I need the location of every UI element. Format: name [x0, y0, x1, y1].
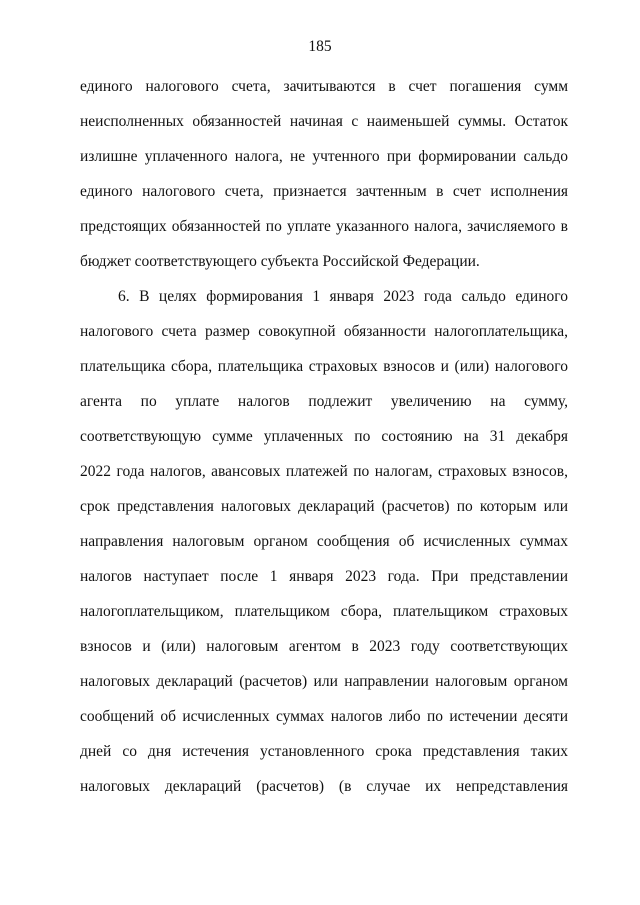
text-line: сообщений об исчисленных суммах налогов либо по истечении десяти	[80, 708, 568, 725]
text-line: излишне уплаченного налога, не учтенного при формировании сальдо	[80, 148, 568, 165]
text-line: взносов и (или) налоговым агентом в 2023 году соответствующих	[80, 638, 568, 655]
text-line: предстоящих обязанностей по уплате указанного налога, зачисляемого в	[80, 218, 568, 235]
text-line: налоговых деклараций (расчетов) или направлении налоговым органом	[80, 673, 568, 690]
text-line: направления налоговым органом сообщения об исчисленных суммах	[80, 533, 568, 550]
text-line: срок представления налоговых деклараций (расчетов) по которым или	[80, 498, 568, 515]
paragraph-first-line: 6. В целях формирования 1 января 2023 года сальдо единого	[118, 288, 568, 305]
text-line: налоговых деклараций (расчетов) (в случае их непредставления	[80, 778, 568, 795]
text-line: единого налогового счета, зачитываются в счет погашения сумм	[80, 78, 568, 95]
text-line: агента по уплате налогов подлежит увеличению на сумму,	[80, 393, 568, 410]
text-line: неисполненных обязанностей начиная с наименьшей суммы. Остаток	[80, 113, 568, 130]
text-line: 2022 года налогов, авансовых платежей по налогам, страховых взносов,	[80, 463, 568, 480]
text-line: дней со дня истечения установленного срока представления таких	[80, 743, 568, 760]
text-line: бюджет соответствующего субъекта Российской Федерации.	[80, 253, 480, 270]
page-number: 185	[308, 38, 332, 55]
text-line: соответствующую сумме уплаченных по состоянию на 31 декабря	[80, 428, 568, 445]
text-line: плательщика сбора, плательщика страховых взносов и (или) налогового	[80, 358, 568, 375]
text-line: налогов наступает после 1 января 2023 года. При представлении	[80, 568, 568, 585]
text-line: налогового счета размер совокупной обязанности налогоплательщика,	[80, 323, 568, 340]
text-line: единого налогового счета, признается зачтенным в счет исполнения	[80, 183, 568, 200]
text-line: налогоплательщиком, плательщиком сбора, плательщиком страховых	[80, 603, 568, 620]
